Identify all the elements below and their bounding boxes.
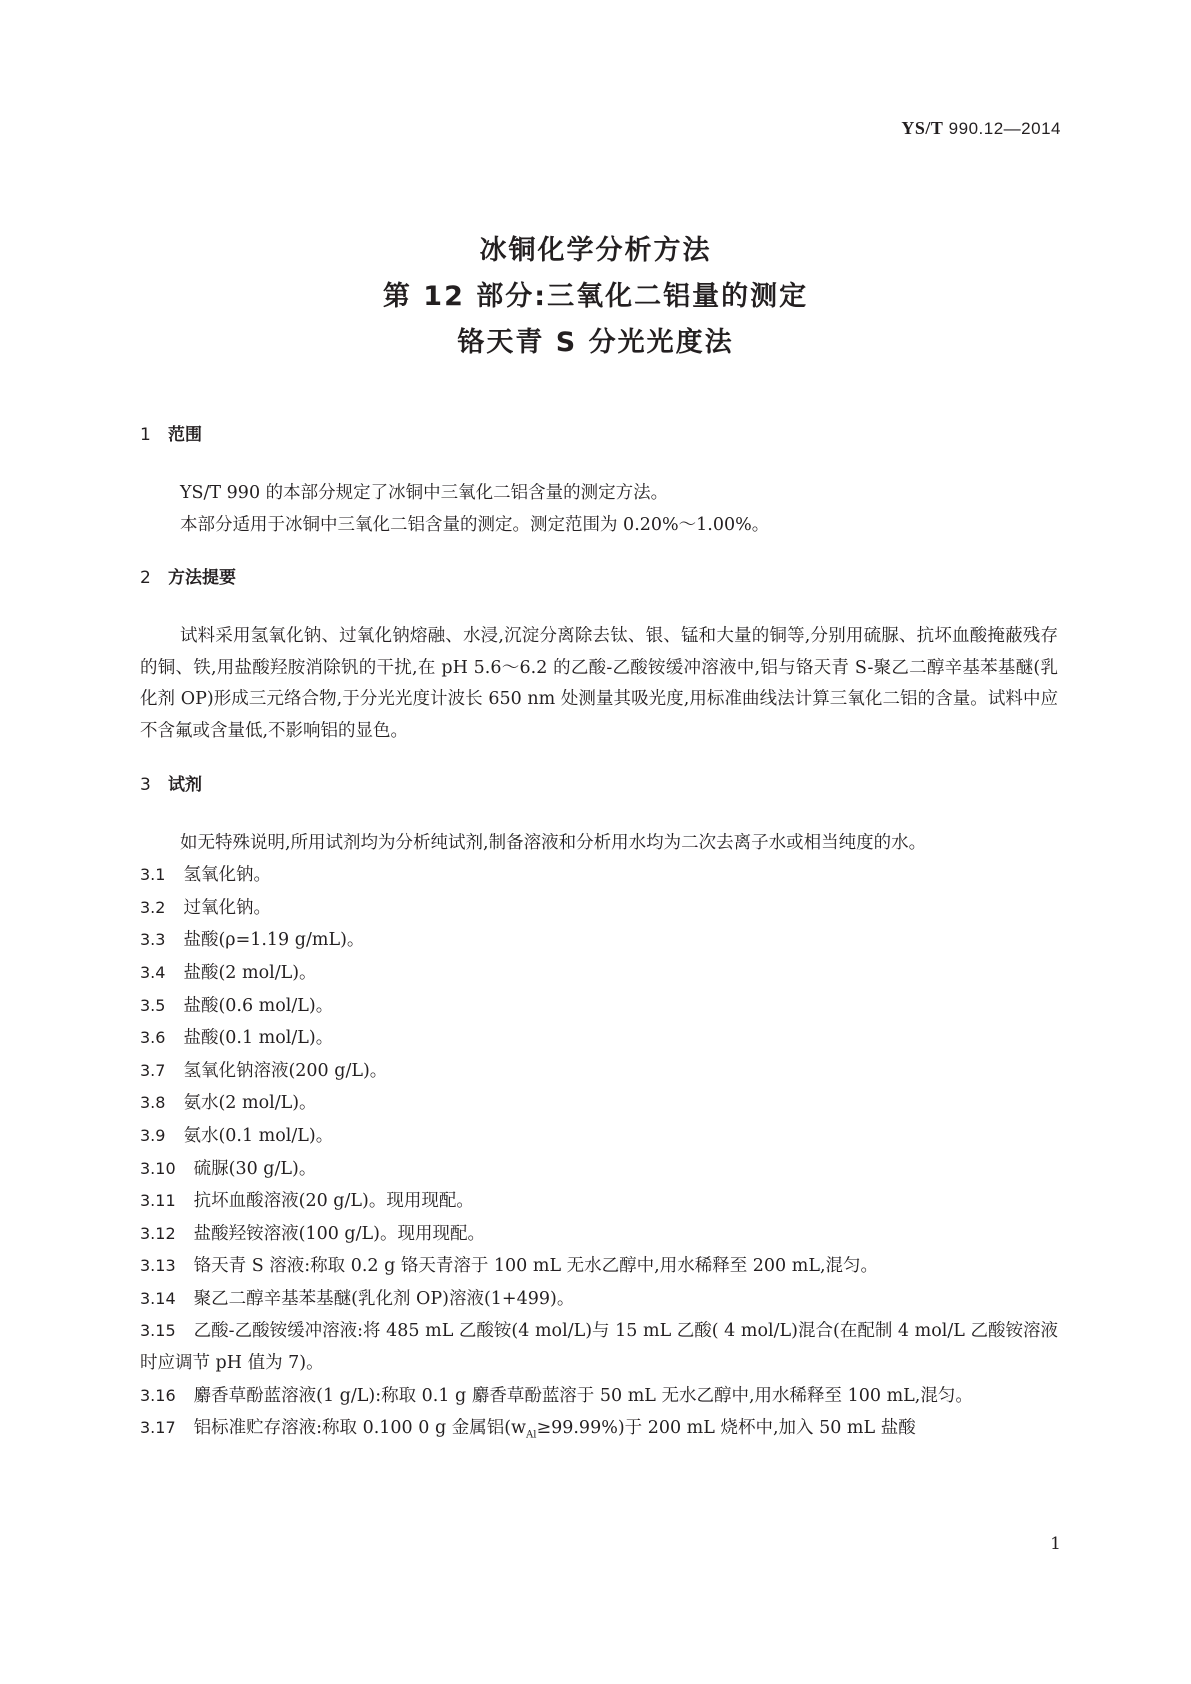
list-item (140, 892, 1058, 925)
standard-code-number: 990.12—2014 (943, 119, 1061, 138)
item-number: 3.2 (140, 897, 166, 917)
title-line-1: 冰铜化学分析方法 (479, 235, 712, 266)
list-item (140, 1380, 1058, 1413)
paragraph: YS/T 990 的本部分规定了冰铜中三氧化二铝含量的测定方法。 (180, 483, 669, 503)
section-title: 试剂 (168, 774, 202, 795)
list-item (140, 990, 1058, 1023)
list-item (140, 1185, 1058, 1218)
item-number: 3.12 (140, 1223, 176, 1243)
item-text: 氢氧化钠溶液(200 g/L)。 (183, 1060, 388, 1081)
item-text: 盐酸(2 mol/L)。 (183, 962, 317, 983)
list-item (140, 1055, 1058, 1088)
item-text: 氨水(2 mol/L)。 (183, 1093, 317, 1114)
item-number: 3.10 (140, 1158, 176, 1178)
section-number: 3 (140, 774, 151, 795)
list-item (140, 1250, 1058, 1283)
list-item (140, 1283, 1058, 1316)
item-text: 盐酸(0.6 mol/L)。 (183, 995, 334, 1016)
list-item (140, 924, 1058, 957)
item-text: 盐酸羟铵溶液(100 g/L)。现用现配。 (193, 1223, 485, 1244)
title-line-2: 第 12 部分:三氧化二铝量的测定 (382, 281, 809, 312)
item-text: 盐酸(ρ=1.19 g/mL)。 (183, 930, 365, 951)
item-text: ≥99.99%)于 200 mL 烧杯中,加入 50 mL 盐酸 (536, 1418, 916, 1439)
item-text: 铬天青 S 溶液:称取 0.2 g 铬天青溶于 100 mL 无水乙醇中,用水稀释至 200 mL,混匀。 (193, 1256, 879, 1277)
item-number: 3.8 (140, 1093, 166, 1113)
item-number: 3.13 (140, 1256, 176, 1276)
item-number: 3.15 (140, 1321, 176, 1341)
item-text: 抗坏血酸溶液(20 g/L)。现用现配。 (193, 1191, 474, 1212)
item-number: 3.14 (140, 1288, 176, 1308)
standard-code (901, 118, 1061, 139)
list-item (140, 1218, 1058, 1251)
section-title: 范围 (168, 425, 202, 445)
item-number: 3.17 (140, 1418, 176, 1438)
item-text: 麝香草酚蓝溶液(1 g/L):称取 0.1 g 麝香草酚蓝溶于 50 mL 无水乙醇中,用水稀释至 100 mL,混匀。 (193, 1385, 973, 1406)
item-number: 3.11 (140, 1191, 176, 1211)
list-item (140, 957, 1058, 990)
section-2-heading (140, 561, 1058, 595)
list-item (140, 1120, 1058, 1153)
item-subscript: Al (526, 1429, 537, 1441)
item-text: 硫脲(30 g/L)。 (193, 1158, 317, 1179)
item-number: 3.4 (140, 962, 166, 982)
list-item (140, 1153, 1058, 1186)
paragraph: 试料采用氢氧化钠、过氧化钠熔融、水浸,沉淀分离除去钛、银、锰和大量的铜等,分别用硫脲、抗坏血酸掩蔽残存的铜、铁,用盐酸羟胺消除钒的干扰,在 pH 5.6～6.2 的乙酸-乙酸铵缓冲溶液中,铝与铬天青 S-聚乙二醇辛基苯基醚(乳化剂 OP)形成三元络合物,于分光光度计波长 650 nm 处测量其吸光度,用标准曲线法计算三氧化二铝的含量。试料中应不含氟或含量低,不影响铝的显色。 (140, 626, 1058, 741)
item-text: 过氧化钠。 (183, 897, 271, 918)
title-line-3: 铬天青 S 分光光度法 (457, 327, 734, 358)
list-item (140, 1315, 1058, 1379)
list-item (140, 1412, 1058, 1451)
document-body (140, 418, 1058, 1451)
item-number: 3.6 (140, 1028, 166, 1048)
item-text: 盐酸(0.1 mol/L)。 (183, 1028, 334, 1049)
item-text: 乙酸-乙酸铵缓冲溶液:将 485 mL 乙酸铵(4 mol/L)与 15 mL 乙酸( 4 mol/L)混合(在配制 4 mol/L 乙酸铵溶液时应调节 pH 值为 7)。 (140, 1321, 1058, 1374)
section-number: 1 (140, 425, 151, 445)
item-number: 3.3 (140, 930, 166, 950)
paragraph: 本部分适用于冰铜中三氧化二铝含量的测定。测定范围为 0.20%～1.00%。 (180, 514, 770, 535)
item-number: 3.9 (140, 1125, 166, 1145)
item-number: 3.5 (140, 995, 166, 1015)
section-title: 方法提要 (168, 568, 236, 589)
item-number: 3.1 (140, 865, 166, 885)
section-3-heading (140, 768, 1058, 802)
list-item (140, 1087, 1058, 1120)
item-number: 3.16 (140, 1385, 176, 1405)
item-text: 聚乙二醇辛基苯基醚(乳化剂 OP)溶液(1+499)。 (193, 1288, 575, 1309)
section-1-heading (140, 418, 1058, 452)
list-item (140, 859, 1058, 892)
list-item (140, 1022, 1058, 1055)
item-number: 3.7 (140, 1060, 166, 1080)
reagent-list (140, 859, 1058, 1412)
item-text: 氢氧化钠。 (183, 865, 271, 886)
item-text: 铝标准贮存溶液:称取 0.100 0 g 金属铝(w (193, 1418, 527, 1439)
item-text: 氨水(0.1 mol/L)。 (183, 1125, 334, 1146)
section-number: 2 (140, 568, 151, 589)
paragraph: 如无特殊说明,所用试剂均为分析纯试剂,制备溶液和分析用水均为二次去离子水或相当纯度的水。 (180, 832, 927, 853)
page-number: 1 (1050, 1534, 1061, 1554)
standard-code-prefix: YS/T (901, 118, 944, 138)
document-title (0, 228, 1191, 366)
